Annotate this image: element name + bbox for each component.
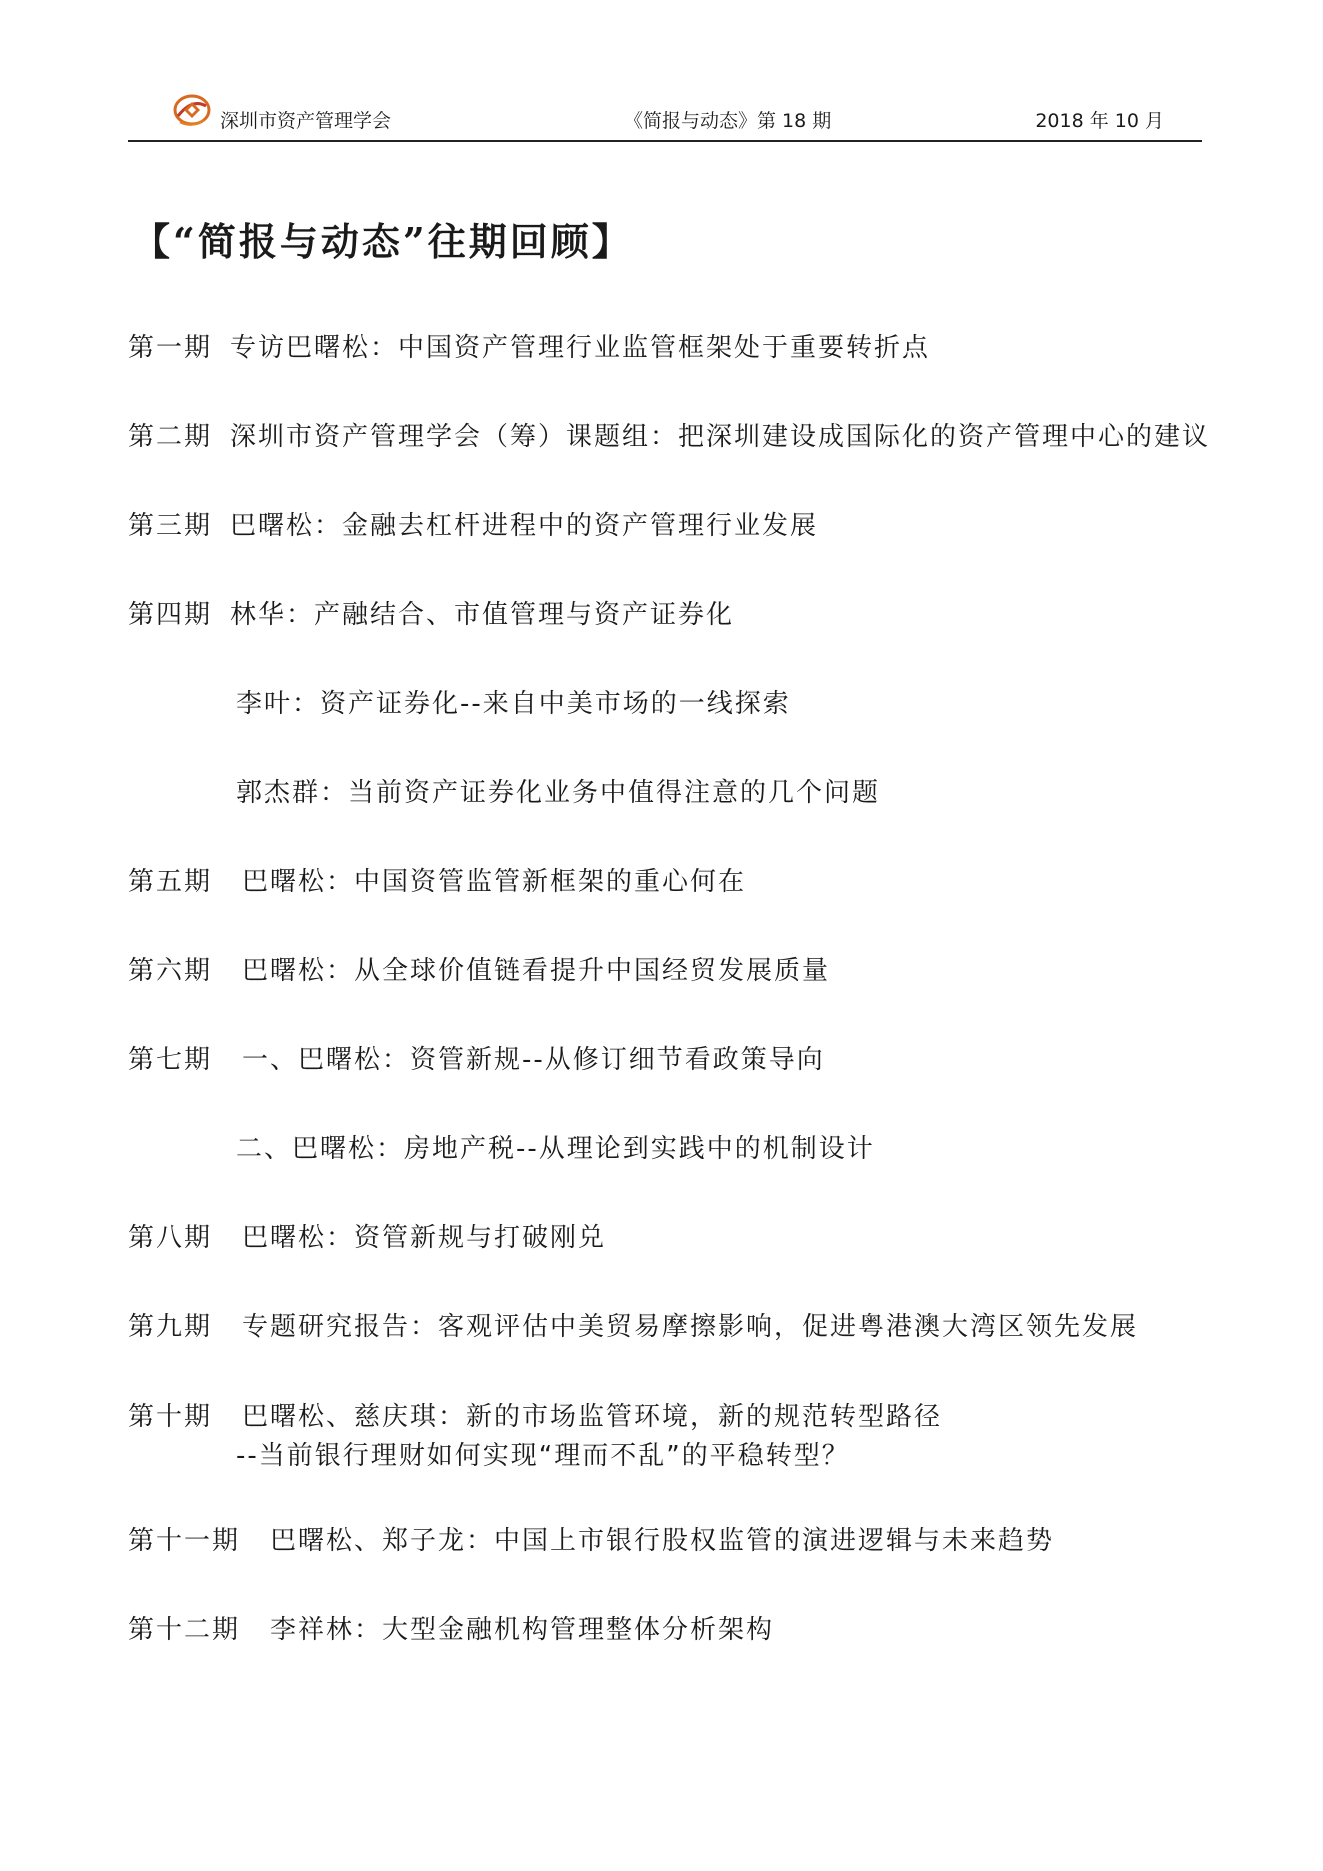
list-item	[128, 1397, 942, 1437]
entry-text: 巴曙松：中国资管监管新框架的重心何在	[242, 867, 747, 897]
issue-label: 第八期	[128, 1223, 213, 1253]
entry-text: 一、巴曙松：资管新规--从修订细节看政策导向	[242, 1045, 825, 1075]
entry-text: 巴曙松、慈庆琪：新的市场监管环境，新的规范转型路径	[242, 1402, 943, 1432]
entry-text: 巴曙松：金融去杠杆进程中的资产管理行业发展	[230, 511, 819, 541]
issue-label: 第十期	[128, 1402, 213, 1432]
entry-text: 郭杰群：当前资产证券化业务中值得注意的几个问题	[236, 778, 881, 808]
issue-label: 第三期	[128, 511, 213, 541]
issue-label: 第二期	[128, 422, 213, 452]
list-item	[128, 1040, 825, 1080]
issue-label: 第十二期	[128, 1615, 241, 1645]
page-header	[128, 92, 1202, 142]
entry-text: 李祥林：大型金融机构管理整体分析架构	[270, 1615, 775, 1645]
list-item-continuation	[236, 1436, 850, 1476]
entry-text: 巴曙松、郑子龙：中国上市银行股权监管的演进逻辑与未来趋势	[270, 1526, 1055, 1556]
list-item	[128, 1521, 1054, 1561]
list-item	[236, 773, 880, 813]
list-item	[236, 684, 791, 724]
entry-text: 深圳市资产管理学会（筹）课题组：把深圳建设成国际化的资产管理中心的建议	[230, 422, 1211, 452]
list-item	[128, 328, 930, 368]
list-item	[236, 1129, 875, 1169]
entry-text: 专题研究报告：客观评估中美贸易摩擦影响，促进粤港澳大湾区领先发展	[242, 1312, 1139, 1342]
list-item	[128, 506, 818, 546]
issue-label: 第六期	[128, 956, 213, 986]
list-item	[128, 951, 830, 991]
issue-label: 第七期	[128, 1045, 213, 1075]
society-logo-icon	[172, 92, 212, 132]
entry-text: 李叶：资产证券化--来自中美市场的一线探索	[236, 689, 791, 719]
list-item	[128, 1218, 606, 1258]
issue-label: 第十一期	[128, 1526, 241, 1556]
list-item	[128, 1610, 774, 1650]
entry-text: 林华：产融结合、市值管理与资产证券化	[230, 600, 735, 630]
entry-text: --当前银行理财如何实现“理而不乱”的平稳转型？	[236, 1441, 850, 1471]
list-item	[128, 595, 734, 635]
list-item	[128, 1307, 1138, 1347]
entry-text: 专访巴曙松：中国资产管理行业监管框架处于重要转折点	[230, 333, 931, 363]
org-name: 深圳市资产管理学会	[220, 110, 392, 132]
list-item	[128, 862, 746, 902]
section-title: 【“简报与动态”往期回顾】	[132, 219, 633, 264]
entry-text: 二、巴曙松：房地产税--从理论到实践中的机制设计	[236, 1134, 875, 1164]
issue-label: 第一期	[128, 333, 213, 363]
publication-title: 《简报与动态》第 18 期	[624, 110, 832, 132]
entry-text: 巴曙松：资管新规与打破刚兑	[242, 1223, 607, 1253]
entry-text: 巴曙松：从全球价值链看提升中国经贸发展质量	[242, 956, 831, 986]
list-item	[128, 417, 1210, 457]
issue-label: 第九期	[128, 1312, 213, 1342]
publication-date: 2018 年 10 月	[1035, 110, 1164, 132]
issue-label: 第五期	[128, 867, 213, 897]
issue-label: 第四期	[128, 600, 213, 630]
